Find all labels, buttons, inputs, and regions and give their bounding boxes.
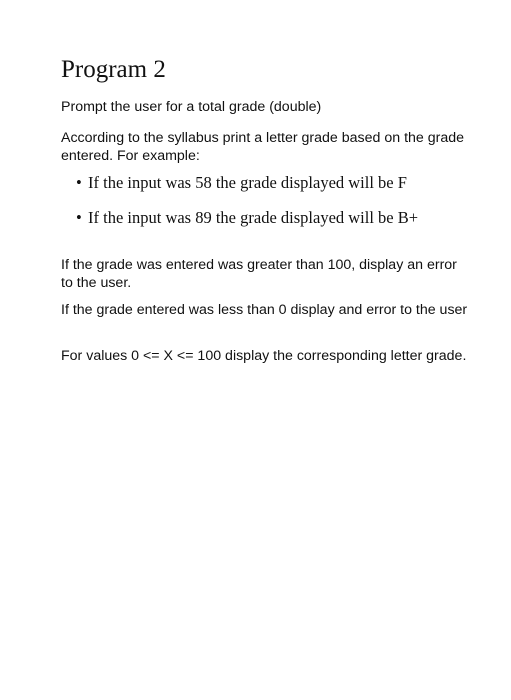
bullet-icon: • xyxy=(76,173,82,192)
example-text: If the input was 89 the grade displayed will be B+ xyxy=(88,208,419,227)
bullet-icon: • xyxy=(76,208,82,227)
page-title: Program 2 xyxy=(61,56,166,83)
example-list xyxy=(76,173,496,243)
instruction-prompt: Prompt the user for a total grade (double) xyxy=(61,99,322,115)
instruction-greater-than-100: If the grade was entered was greater than 100, display an error to the user. xyxy=(61,257,457,291)
instruction-less-than-0: If the grade entered was less than 0 display and error to the user xyxy=(61,302,468,318)
instruction-valid-range: For values 0 <= X <= 100 display the corresponding letter grade. xyxy=(61,348,467,364)
instruction-syllabus: According to the syllabus print a letter grade based on the grade entered. For example: xyxy=(61,130,465,164)
example-text: If the input was 58 the grade displayed will be F xyxy=(88,173,407,192)
list-item xyxy=(76,208,496,228)
list-item xyxy=(76,173,496,193)
